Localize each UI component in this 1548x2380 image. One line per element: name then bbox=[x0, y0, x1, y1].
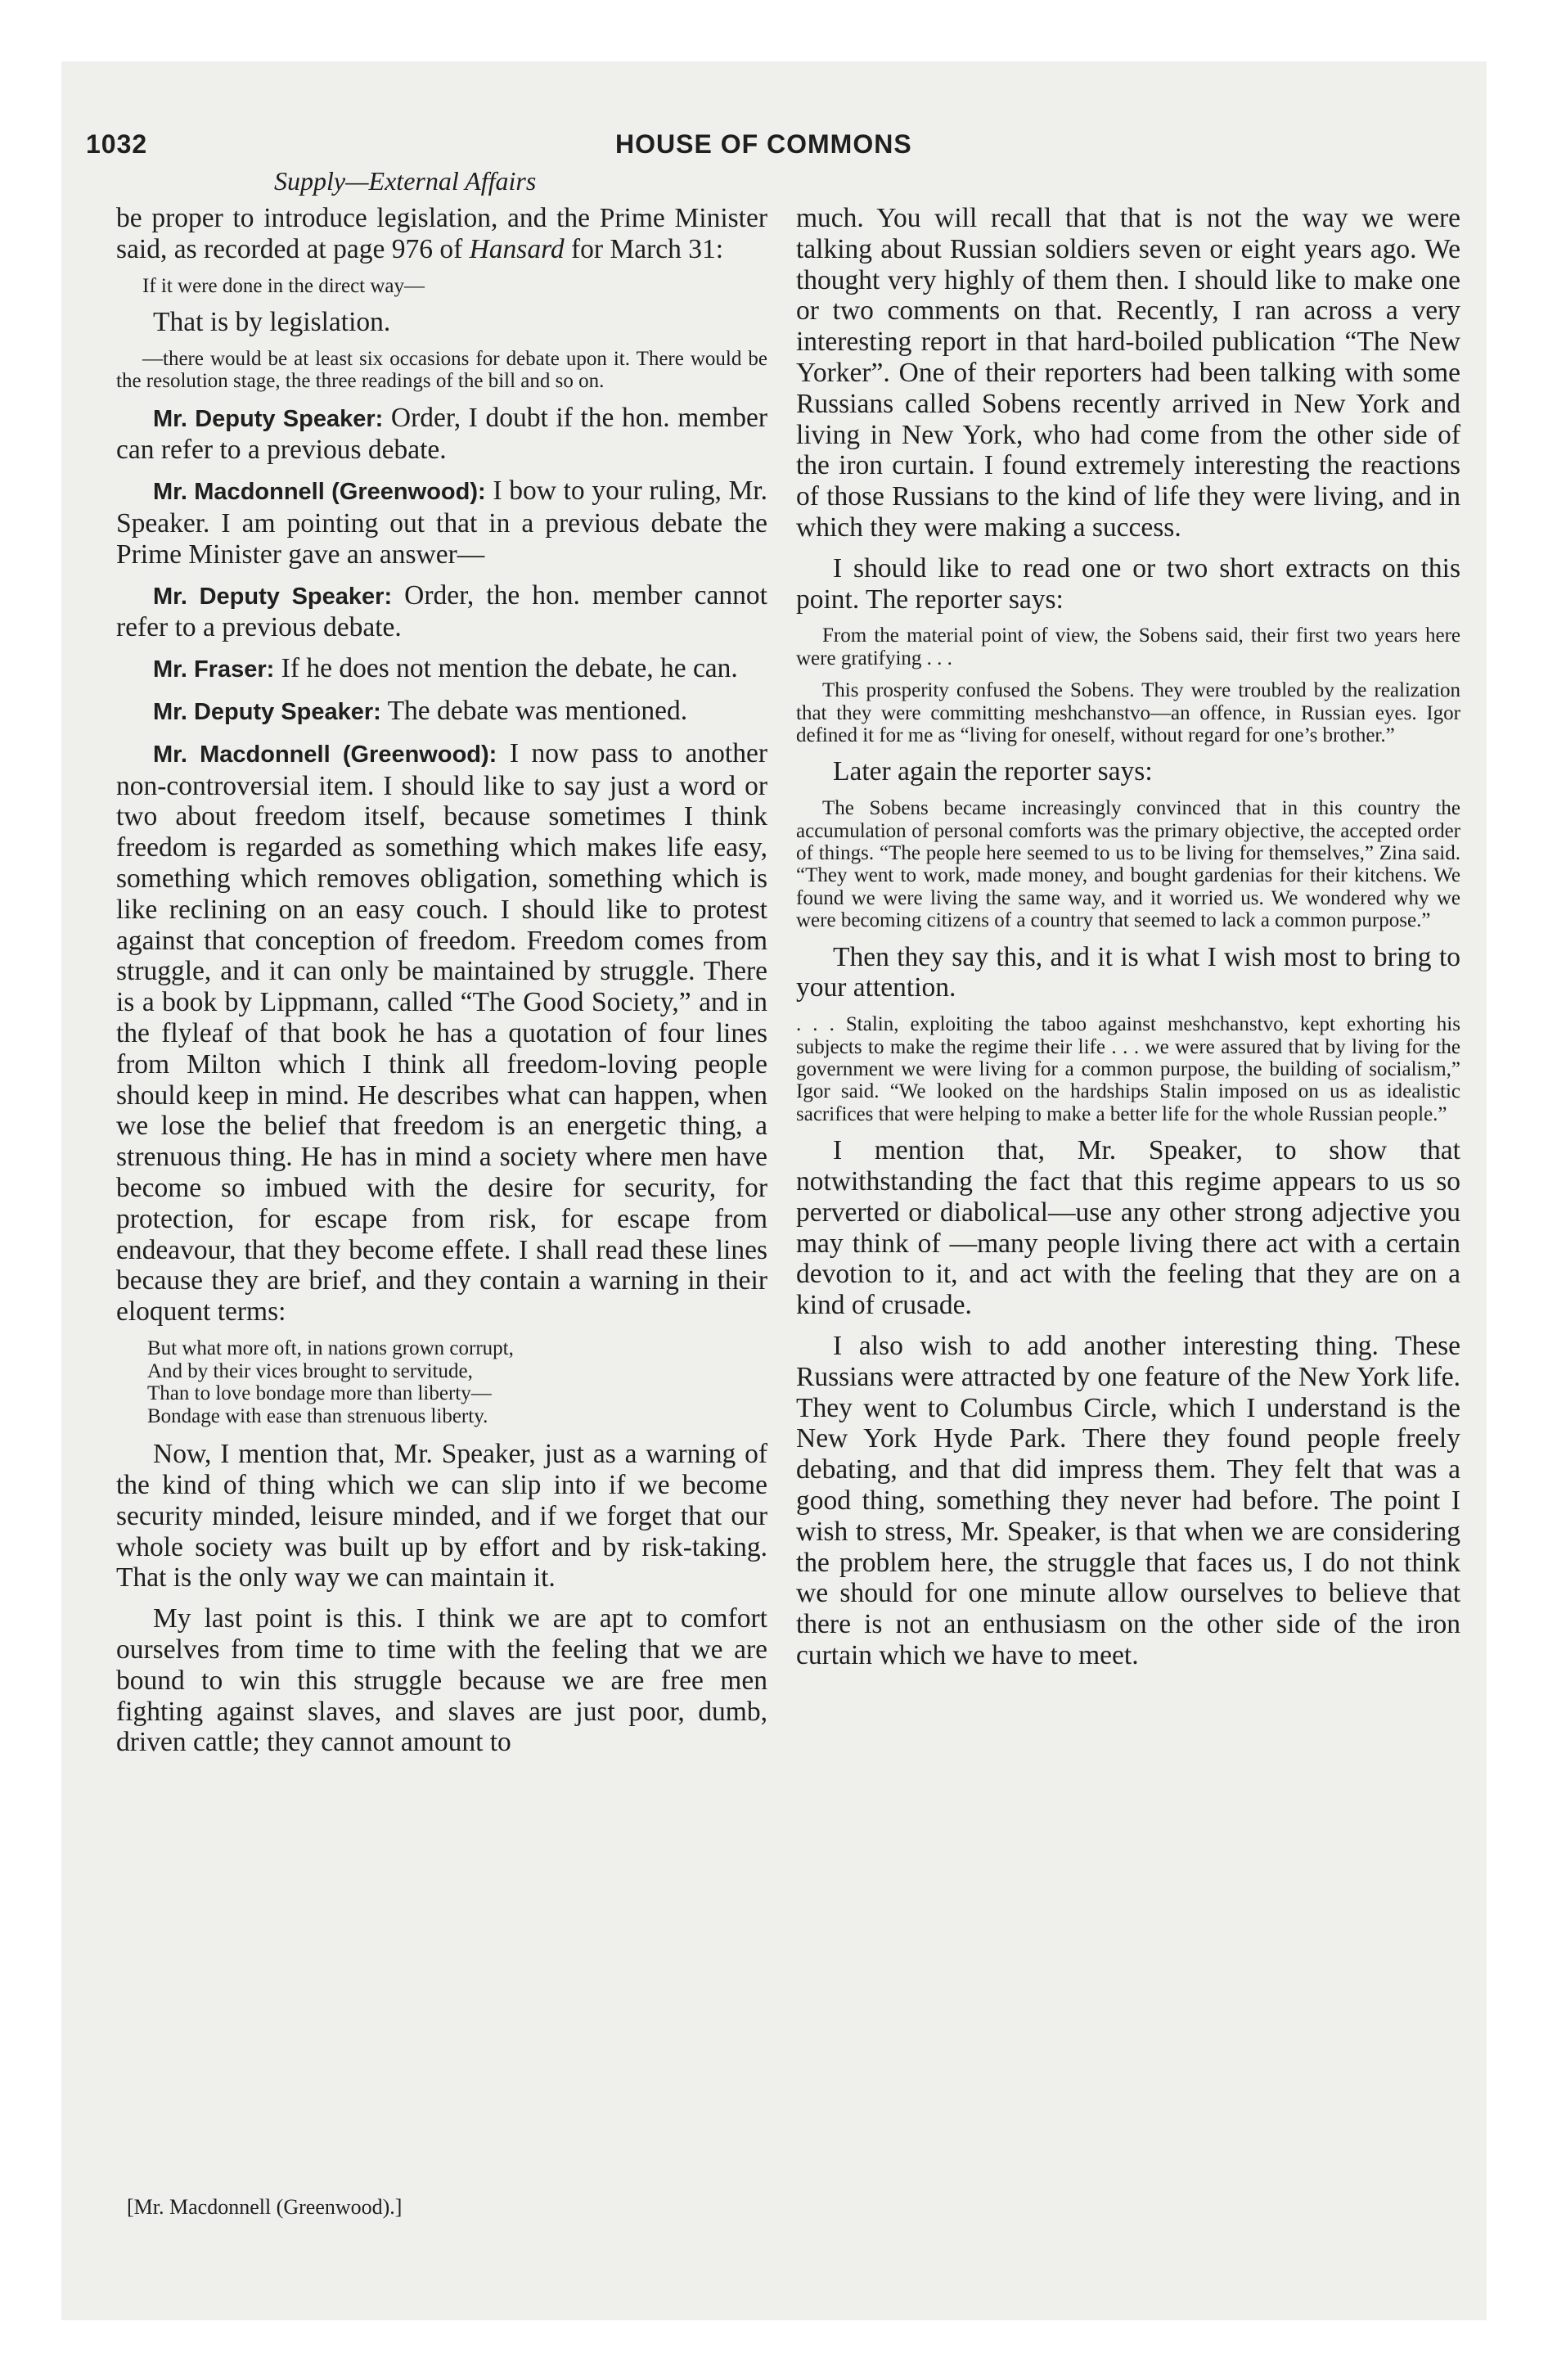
speech-text: If he does not mention the debate, he can. bbox=[274, 653, 738, 684]
left-column bbox=[116, 203, 767, 2200]
paragraph: Later again the reporter says: bbox=[833, 756, 1153, 787]
quotation: If it were done in the direct way— bbox=[142, 274, 425, 297]
quotation: . . . Stalin, exploiting the taboo against meshchanstvo, kept exhorting his subjects to make the regime their life . . . we were assured that by living for the government we were living for a common purpose, the building of socialism,” Igor said. “We looked on the hardships Stalin imposed on us as idealistic sacrifices that were helping to make a better life for the whole Russian people.” bbox=[796, 1013, 1460, 1125]
speech-text: Order, I doubt if the hon. member can refer to a previous debate. bbox=[116, 402, 767, 466]
right-column bbox=[796, 203, 1460, 2200]
speech-text: I now pass to another non-controversial item. I should like to say just a word or two about freedom itself, because sometimes I think freedom is regarded as something which makes life easy, something which removes obligation, something which is like reclining on an easy couch. I should like to protest against that conception of freedom. Freedom comes from struggle, and it can only be maintained by struggle. There is a book by Lippmann, called “The Good Society,” and in the flyleaf of that book he has a quotation of four lines from Milton which I think all freedom-loving people should keep in mind. He describes what can happen, when we lose the belief that freedom is an energetic thing, a strenuous thing. He has in mind a society where men have become so imbued with the desire for security, for protection, for escape from risk, for escape from endeavour, that they become effete. I shall read these lines because they are brief, and they contain a warning in their eloquent terms: bbox=[116, 737, 768, 1327]
paragraph: I should like to read one or two short extracts on this point. The reporter says: bbox=[796, 552, 1460, 615]
paragraph: My last point is this. I think we are apt to comfort ourselves from time to time with the feeling that we are bound to win this struggle because we are free men fighting against slaves, and slaves are just poor, dumb, driven cattle; they cannot amount to bbox=[116, 1603, 767, 1758]
speech bbox=[116, 738, 767, 1327]
speaker-reference: [Mr. Macdonnell (Greenwood).] bbox=[127, 2195, 403, 2219]
paragraph: much. You will recall that that is not the way we were talking about Russian soldiers seven or eight years ago. We thought very highly of them then. I should like to make one or two comments on that. Recently, I ran across a very interesting report in that hard-boiled publication “The New Yorker”. One of their reporters had been talking with some Russians called Sobens recently arrived in New York and living in New York, who had come from the other side of the iron curtain. I found extremely interesting the reactions of those Russians to the kind of life they were living, and in which they were making a success. bbox=[796, 203, 1460, 543]
quotation: The Sobens became increasingly convinced that in this country the accumulation of personal comforts was the primary objective, the accepted order of things. “The people here seemed to us to be living for themselves,” Zina said. “They went to work, made money, and bought gardenias for their kitchens. We found we were living the same way, and it worried us. We wondered why we were becoming citizens of a country that seemed to lack a common purpose.” bbox=[796, 797, 1460, 932]
speech bbox=[116, 403, 767, 467]
page-number: 1032 bbox=[86, 129, 148, 159]
running-head bbox=[86, 129, 1444, 170]
section-subtitle: Supply—External Affairs bbox=[274, 166, 537, 196]
speech bbox=[116, 580, 767, 644]
speaker-name: Mr. Deputy Speaker: bbox=[153, 583, 393, 610]
speaker-name: Mr. Deputy Speaker: bbox=[153, 698, 381, 725]
verse-quotation bbox=[147, 1337, 767, 1427]
paragraph-text: for March 31: bbox=[564, 233, 724, 264]
speaker-name: Mr. Macdonnell (Greenwood): bbox=[153, 741, 497, 768]
verse-line: Bondage with ease than strenuous liberty. bbox=[147, 1404, 488, 1427]
page-title: HOUSE OF COMMONS bbox=[615, 129, 912, 159]
speech bbox=[116, 696, 767, 728]
paragraph: That is by legislation. bbox=[153, 307, 391, 337]
speech-text: The debate was mentioned. bbox=[380, 695, 688, 726]
paragraph bbox=[116, 203, 767, 265]
italic-text: Hansard bbox=[469, 233, 565, 264]
quotation: From the material point of view, the Sobens said, their first two years here were gratifying . . . bbox=[796, 624, 1460, 669]
quotation: —there would be at least six occasions for debate upon it. There would be the resolution stage, the three readings of the bill and so on. bbox=[116, 347, 767, 393]
speech-text: Order, the hon. member cannot refer to a previous debate. bbox=[116, 579, 767, 643]
paragraph: I mention that, Mr. Speaker, to show that notwithstanding the fact that this regime appears to us so perverted or diabolical—use any other strong adjective you may think of —many people living there act with a certain devotion to it, and act with the feeling that they are on a kind of crusade. bbox=[796, 1135, 1460, 1321]
speaker-name: Mr. Deputy Speaker: bbox=[153, 405, 384, 432]
verse-line: Than to love bondage more than liberty— bbox=[147, 1382, 492, 1405]
speech bbox=[116, 653, 767, 686]
paragraph: Now, I mention that, Mr. Speaker, just as a warning of the kind of thing which we can slip into if we become security minded, leisure minded, and if we forget that our whole society was built up by effort and by risk-taking. That is the only way we can maintain it. bbox=[116, 1439, 767, 1593]
speech bbox=[116, 476, 767, 570]
verse-line: And by their vices brought to servitude, bbox=[147, 1359, 473, 1382]
quotation: This prosperity confused the Sobens. They were troubled by the realization that they were committing meshchanstvo—an offence, in Russian eyes. Igor defined it for me as “living for oneself, without regard for one’s brother.” bbox=[796, 679, 1460, 746]
speaker-name: Mr. Macdonnell (Greenwood): bbox=[153, 479, 486, 506]
speaker-name: Mr. Fraser: bbox=[153, 656, 275, 683]
paragraph: Then they say this, and it is what I wish most to bring to your attention. bbox=[796, 941, 1460, 1003]
verse-line: But what more oft, in nations grown corrupt, bbox=[147, 1336, 514, 1359]
paragraph: I also wish to add another interesting thing. These Russians were attracted by one feature of the New York life. They went to Columbus Circle, which I understand is the New York Hyde Park. There they found people freely debating, and that did impress them. They felt that was a good thing, something they never had before. The point I wish to stress, Mr. Speaker, is that when we are considering the problem here, the struggle that faces us, I do not think we should for one minute allow ourselves to believe that there is not an enthusiasm on the other side of the iron curtain which we have to meet. bbox=[796, 1331, 1460, 1670]
speech-text: I bow to your ruling, Mr. Speaker. I am pointing out that in a previous debate the Prime Minister gave an answer— bbox=[116, 476, 767, 570]
paragraph-text: be proper to introduce legislation, and the Prime Minister said, as recorded at page 976 of bbox=[116, 203, 767, 264]
